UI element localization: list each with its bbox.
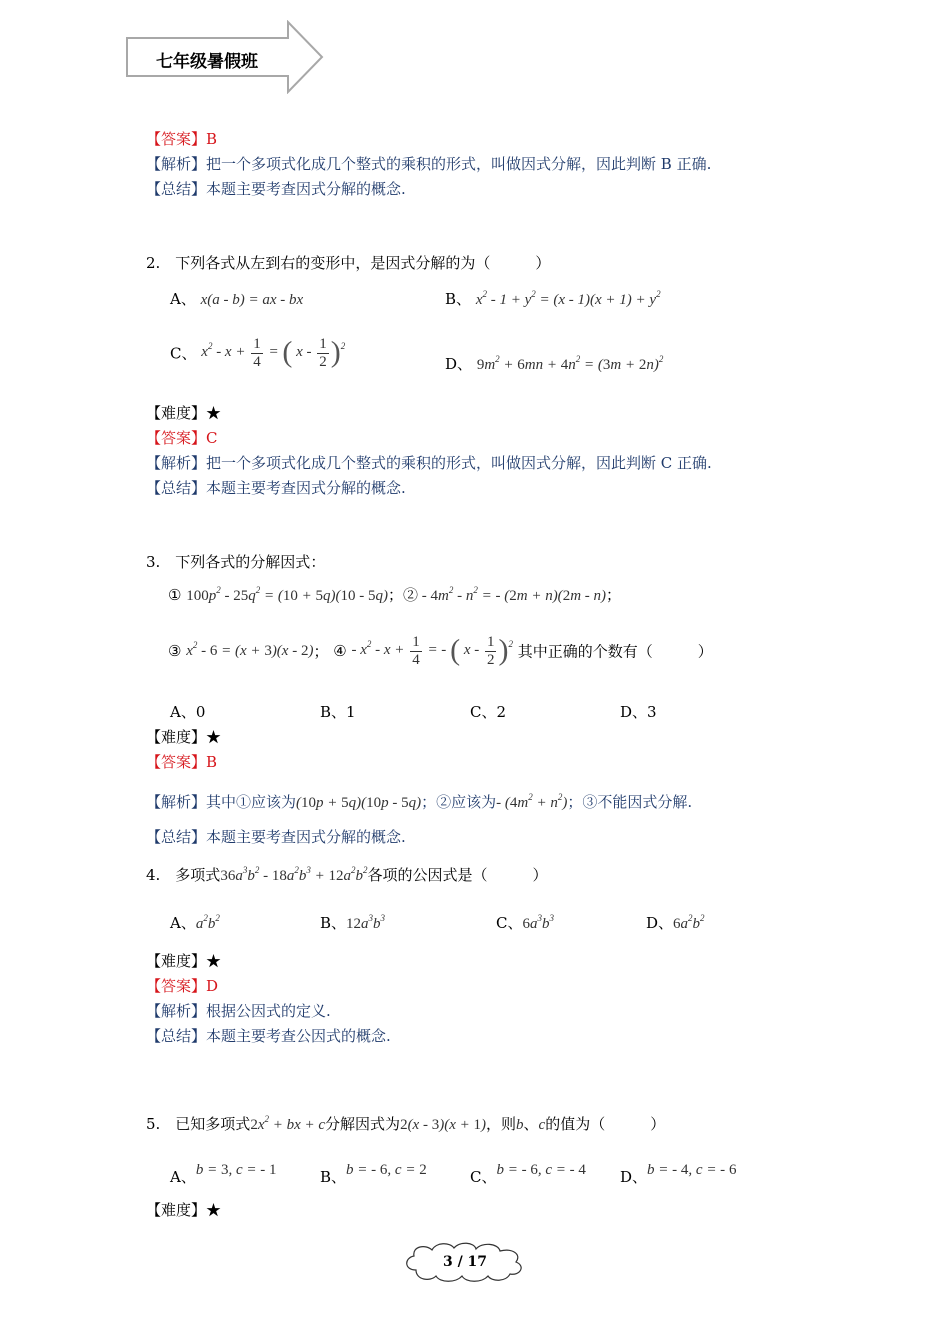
q2-summary (146, 477, 406, 498)
q3-option-d: D、3 (620, 703, 657, 721)
q1-summary (146, 178, 406, 199)
q5-option-a-formula: b = 3, c = - 1 (195, 1162, 277, 1178)
q3-tail: 其中正确的个数有（ ） (517, 642, 713, 661)
q5-stem-formula-1: $2x^2$ + bx + c (250, 1114, 326, 1133)
q1-analysis-tag: 【解析】 (146, 155, 207, 173)
q3-analysis-p2: ；②应该为 (421, 793, 497, 811)
q1-answer: 【答案】B (146, 130, 218, 148)
q5-option-d-formula: b = - 4, c = - 6 (647, 1162, 737, 1178)
q4-stem-pre: 4. 多项式 (146, 866, 221, 884)
header-title: 七年级暑假班 (156, 52, 258, 72)
q5-stem-then: ，则 (486, 1115, 517, 1133)
q3-line1 (168, 584, 621, 605)
q2-analysis (146, 452, 712, 473)
q4-stem-post: 各项的公因式是（ ） (367, 866, 548, 884)
q2-analysis-tag: 【解析】 (146, 454, 207, 472)
q4-answer: 【答案】D (146, 977, 219, 995)
q3-circle-1: ① (168, 586, 182, 604)
q4-summary-text: 本题主要考查公因式的概念. (206, 1027, 391, 1045)
q3-summary (146, 826, 406, 847)
q3-difficulty: 【难度】★ (146, 728, 222, 746)
q4-difficulty: 【难度】★ (146, 952, 222, 970)
q5-stem-pre: 5. 已知多项式 (146, 1115, 251, 1133)
q1-summary-text: 本题主要考查因式分解的概念. (206, 180, 406, 198)
q1-analysis (146, 153, 711, 174)
q2-difficulty: 【难度】★ (146, 404, 222, 422)
q3-line2 (168, 634, 713, 668)
q3-separator-1: ； (387, 586, 403, 604)
q5-stem-post: 的值为（ ） (545, 1115, 666, 1133)
q2-option-b-label: B、 (445, 290, 472, 308)
q2-option-c (170, 336, 345, 370)
q3-stem: 3. 下列各式的分解因式： (146, 553, 326, 571)
q2-summary-text: 本题主要考查因式分解的概念. (206, 479, 406, 497)
q3-summary-text: 本题主要考查因式分解的概念. (206, 828, 406, 846)
q5-option-c-formula: b = - 6, c = - 4 (496, 1162, 586, 1178)
q3-analysis-p1: 其中①应该为 (206, 793, 297, 811)
q2-stem: 2. 下列各式从左到右的变形中，是因式分解的为（ ） (146, 254, 551, 272)
q5-option-c-label: C、 (470, 1168, 497, 1186)
q4-stem-formula: $36a^3b^2 - 18a^2b^3 + 12a^2b^2$ (220, 865, 368, 884)
q4-option-d (646, 912, 705, 933)
q3-circle-2: ② (403, 586, 419, 604)
q3-answer: 【答案】B (146, 753, 218, 771)
q4-option-d-formula: $6a^2b^2$ (673, 913, 705, 932)
q5-option-a (170, 1160, 277, 1187)
q1-analysis-text: 把一个多项式化成几个整式的乘积的形式，叫做因式分解，因此判断 B 正确. (206, 155, 712, 173)
q5-stem-dun: 、 (523, 1115, 539, 1133)
q3-analysis-tag: 【解析】 (146, 793, 207, 811)
q2-option-d-label: D、 (445, 355, 473, 373)
q3-item-2-formula: - $4m^2 - n^2$ = - (2m + n)(2m - n) (418, 585, 607, 604)
q5-stem (146, 1113, 665, 1134)
q2-option-d-formula: $9m^2 + 6mn + 4n^2 = (3m + 2n)^2$ (476, 354, 664, 373)
q3-option-a: A、0 (170, 703, 206, 721)
q5-difficulty: 【难度】★ (146, 1201, 222, 1219)
q2-answer: 【答案】C (146, 429, 218, 447)
q5-stem-formula-2: 2(x - 3)(x + 1) (400, 1117, 486, 1133)
q4-option-b-label: B、 (320, 914, 347, 932)
page-number-badge (402, 1240, 528, 1284)
q3-analysis-p3: ；③不能因式分解. (567, 793, 693, 811)
q3-circle-4: ④ (333, 642, 347, 660)
q5-option-b-label: B、 (320, 1168, 347, 1186)
q3-item-1-formula: $100p^2 - 25q^2 = (10 + 5q)(10 - 5q)$ (186, 585, 388, 604)
q2-option-c-label: C、 (170, 344, 197, 363)
q2-option-a-formula: x(a - b) = ax - bx (200, 292, 304, 308)
q2-analysis-text: 把一个多项式化成几个整式的乘积的形式，叫做因式分解，因此判断 C 正确. (206, 454, 712, 472)
page-number: 3 / 17 (442, 1254, 488, 1270)
q5-stem-var-c: c (538, 1117, 546, 1133)
q3-analysis (146, 791, 692, 812)
q4-summary (146, 1025, 391, 1046)
q4-option-c-formula: $6a^3b^3$ (522, 913, 554, 932)
q2-option-a (170, 288, 303, 309)
q3-option-c: C、2 (470, 703, 507, 721)
q3-item-3-formula: $x^2 - 6 = (x + 3)(x - 2)$ (186, 639, 314, 659)
q3-separator-2: ； (606, 586, 622, 604)
q4-option-a (170, 912, 220, 933)
q2-option-b (445, 288, 661, 309)
q2-option-d (445, 353, 663, 374)
q5-stem-mid: 分解因式为 (325, 1115, 401, 1133)
q5-option-b (320, 1160, 427, 1187)
q1-summary-tag: 【总结】 (146, 180, 207, 198)
q5-option-c (470, 1160, 586, 1187)
q3-option-b: B、1 (320, 703, 356, 721)
q4-analysis-tag: 【解析】 (146, 1002, 207, 1020)
q3-separator-3: ； (313, 642, 329, 661)
q2-summary-tag: 【总结】 (146, 479, 207, 497)
q4-option-a-label: A、 (170, 914, 196, 932)
q5-option-d (620, 1160, 736, 1187)
q4-stem (146, 864, 547, 885)
q4-option-c (496, 912, 554, 933)
q3-summary-tag: 【总结】 (146, 828, 207, 846)
q2-option-c-formula: $x^2$ - x + $\frac{1}{4}$ = ( x - $\frac{1}{2}$ )$^2$ (201, 336, 346, 370)
q3-analysis-formula-2: - $(4m^2 + n^2)$ (496, 792, 568, 811)
q5-option-a-label: A、 (170, 1168, 196, 1186)
q4-option-b-formula: $12a^3b^3$ (346, 913, 386, 932)
q4-option-b (320, 912, 385, 933)
q5-option-b-formula: b = - 6, c = 2 (346, 1162, 427, 1178)
q4-analysis (146, 1000, 331, 1021)
q3-item-4-formula: - $x^2$ - x + $\frac{1}{4}$ = - ( x - $\frac{1}{2}$ )$^2$ (351, 634, 513, 668)
q2-option-a-label: A、 (170, 290, 196, 308)
q5-stem-var-b: b (516, 1117, 524, 1133)
q3-circle-3: ③ (168, 642, 182, 660)
q4-summary-tag: 【总结】 (146, 1027, 207, 1045)
q2-option-b-formula: $x^2 - 1 + y^2 = (x - 1)(x + 1) + y^2$ (475, 289, 661, 308)
q4-option-a-formula: $a^2b^2$ (195, 913, 220, 932)
q4-option-c-label: C、 (496, 914, 523, 932)
q3-analysis-formula-1: (10p + 5q)(10p - 5q) (296, 795, 422, 811)
q4-analysis-text: 根据公因式的定义. (206, 1002, 331, 1020)
q4-option-d-label: D、 (646, 914, 674, 932)
q5-option-d-label: D、 (620, 1168, 648, 1186)
